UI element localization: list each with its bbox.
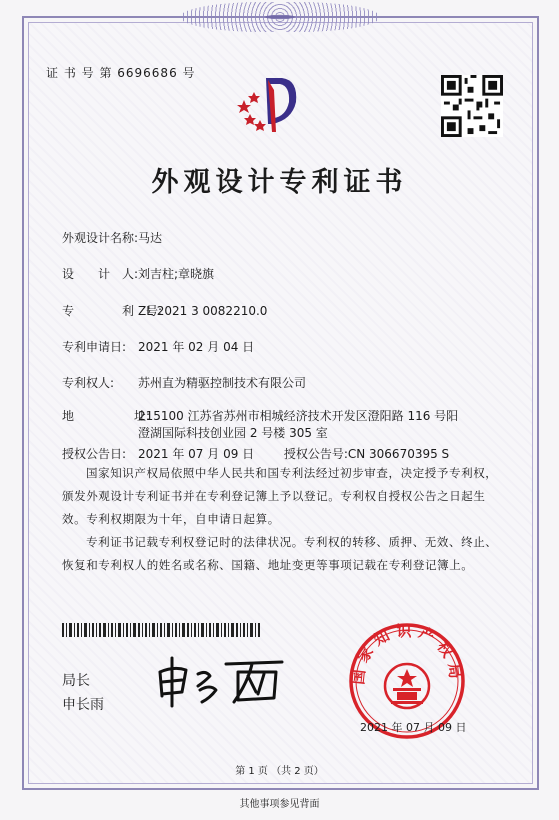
grant-statement-paragraph: 国家知识产权局依照中华人民共和国专利法经过初步审查，决定授予专利权，颁发外观设计专利证书并在专利登记簿上予以登记。专利权自授权公告之日起生效。专利权期限为十年，自申请日起算。 bbox=[62, 466, 498, 526]
field-value: 刘吉柱;章晓旗 bbox=[138, 267, 215, 281]
field-label: 专利权人: bbox=[62, 376, 115, 390]
director-name: 申长雨 bbox=[62, 697, 104, 713]
seal-text: 国家知识产权局 bbox=[349, 622, 465, 686]
cnipa-logo-icon bbox=[232, 70, 302, 140]
field-application-date bbox=[62, 338, 254, 355]
page-number: 第 1 页 （共 2 页） bbox=[235, 766, 324, 777]
field-patentee bbox=[62, 374, 306, 391]
seal-date: 2021 年 07 月 09 日 bbox=[360, 721, 467, 734]
field-label: 专 利 号: bbox=[62, 304, 163, 318]
director-title: 局长 bbox=[62, 673, 90, 689]
field-patent-number bbox=[62, 302, 267, 319]
certificate-number: 证 书 号 第 6696686 号 bbox=[46, 66, 196, 80]
field-address bbox=[62, 407, 458, 424]
field-value: 马达 bbox=[138, 231, 163, 245]
handwritten-signature bbox=[152, 652, 292, 710]
top-ornament bbox=[180, 2, 380, 32]
grant-number-label: 授权公告号: bbox=[283, 447, 348, 461]
field-value: ZL 2021 3 0082210.0 bbox=[138, 304, 268, 318]
qr-code-icon bbox=[441, 75, 503, 137]
grant-date-value: 2021 年 07 月 09 日 bbox=[138, 447, 255, 461]
field-value: 215100 江苏省苏州市相城经济技术开发区澄阳路 116 号阳 bbox=[138, 409, 459, 423]
page-title: 外观设计专利证书 bbox=[151, 167, 408, 198]
field-designer bbox=[62, 265, 214, 282]
address-line-2: 澄湖国际科技创业园 2 号楼 305 室 bbox=[138, 426, 328, 440]
field-label: 专利申请日: bbox=[62, 340, 127, 354]
field-label: 地 址: bbox=[62, 409, 151, 423]
barcode-icon bbox=[62, 623, 262, 637]
field-grant-info bbox=[62, 445, 449, 462]
field-value: 苏州直为精驱控制技术有限公司 bbox=[138, 376, 307, 390]
field-label: 设 计 人: bbox=[62, 267, 139, 281]
field-design-name bbox=[62, 229, 162, 246]
grant-number-value: CN 306670395 S bbox=[347, 447, 450, 461]
field-value: 2021 年 02 月 04 日 bbox=[138, 340, 255, 354]
legal-status-paragraph: 专利证书记载专利权登记时的法律状况。专利权的转移、质押、无效、终止、恢复和专利权人的姓名或名称、国籍、地址变更等事项记载在专利登记簿上。 bbox=[62, 535, 498, 572]
grant-date-label: 授权公告日: bbox=[62, 447, 127, 461]
footer-note: 其他事项参见背面 bbox=[239, 799, 320, 810]
field-label: 外观设计名称: bbox=[62, 231, 139, 245]
